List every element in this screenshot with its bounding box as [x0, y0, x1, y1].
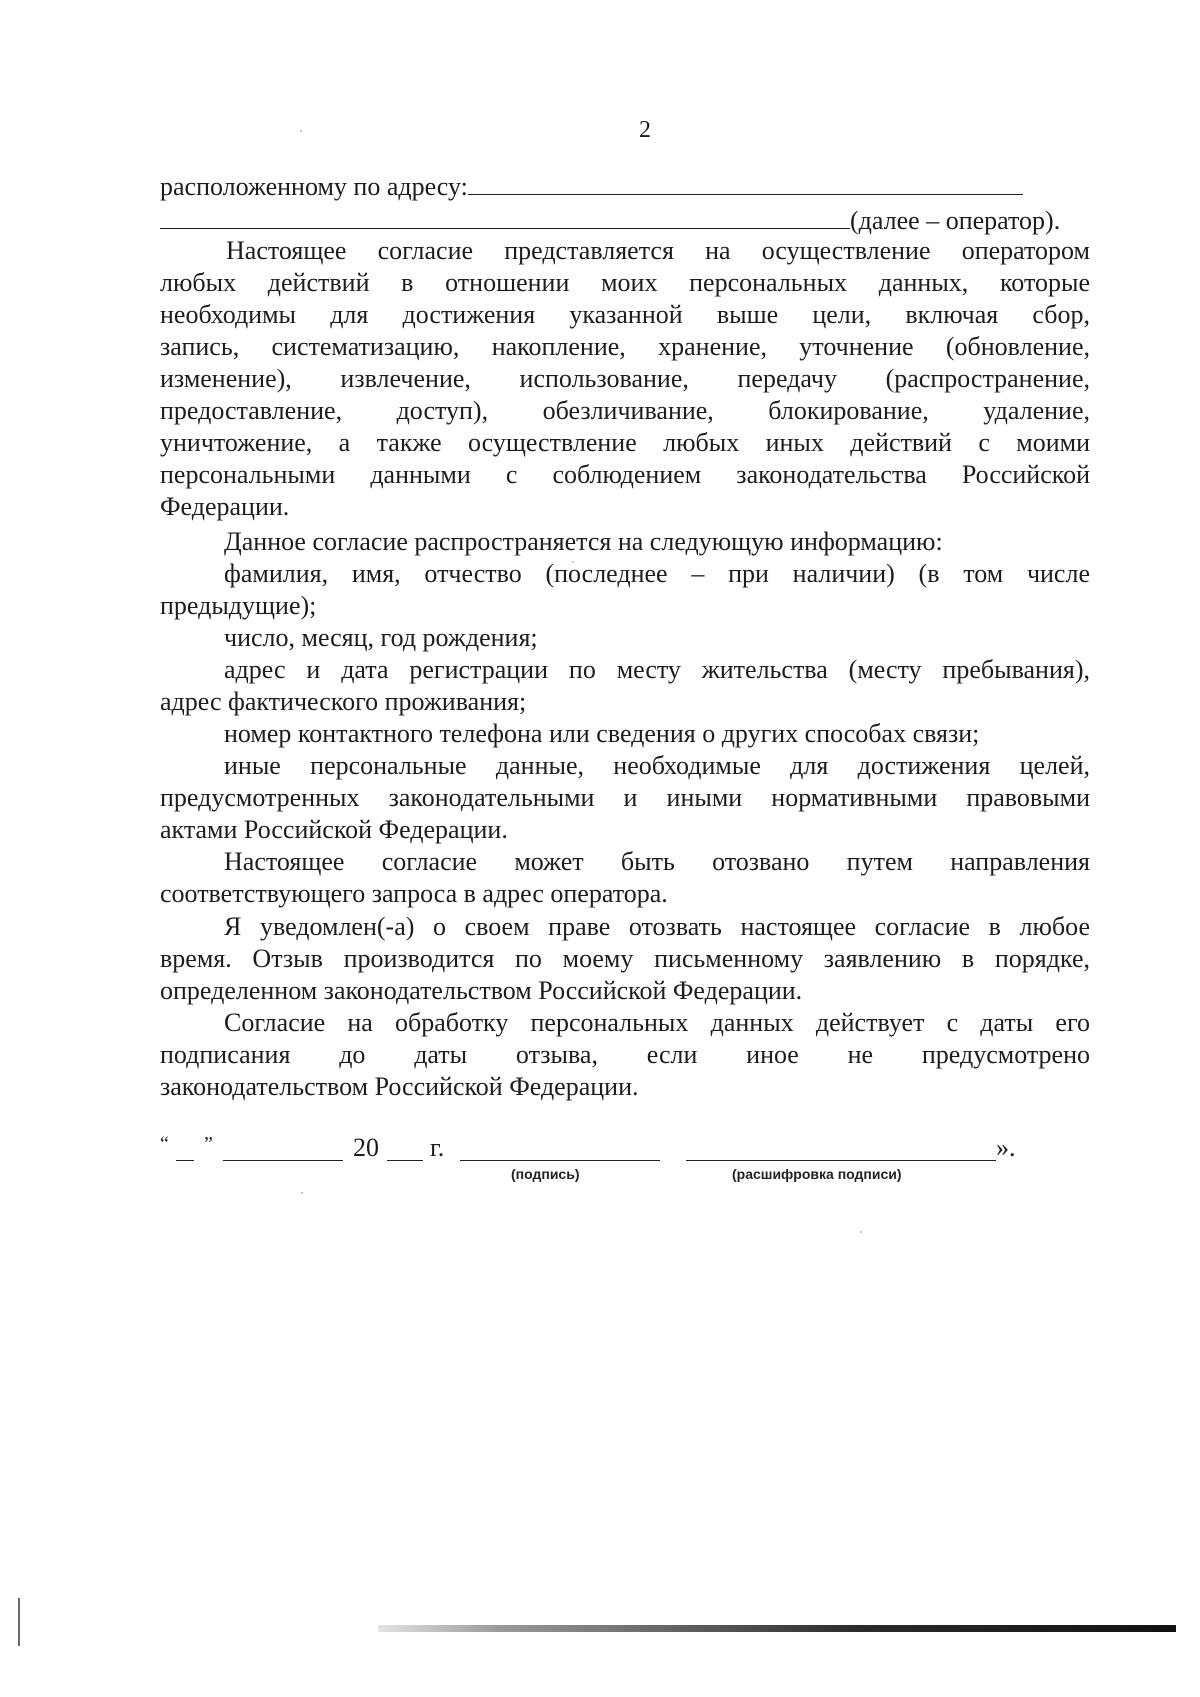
paragraph-line: уничтожение, а также осуществление любых иных действий с моими: [160, 428, 1090, 457]
list-item: адрес и дата регистрации по месту жительства (месту пребывания),: [224, 655, 1090, 684]
month-blank: [223, 1160, 343, 1161]
paragraph-line: Настоящее согласие представляется на осуществление оператором: [226, 236, 1090, 265]
list-item: номер контактного телефона или сведения о других способах связи;: [224, 719, 980, 748]
list-item: иные персональные данные, необходимые для достижения целей,: [224, 751, 1090, 780]
paragraph-line: запись, систематизацию, накопление, хранение, уточнение (обновление,: [160, 332, 1090, 361]
name-blank: [686, 1160, 996, 1161]
address-line-2: [160, 204, 1090, 236]
validity-paragraph: [160, 1007, 1090, 1103]
page-number: 2: [639, 117, 651, 143]
signature-blank: [460, 1160, 660, 1161]
list-item: число, месяц, год рождения;: [224, 623, 538, 652]
address-blank-2: [160, 204, 850, 229]
scan-edge-mark: [18, 1598, 20, 1646]
paragraph-line: время. Отзыв производится по моему письменному заявлению в порядке,: [160, 944, 1090, 973]
paragraph-line: Я уведомлен(-а) о своем праве отозвать настоящее согласие в любое: [224, 912, 1090, 941]
address-intro: расположенному по адресу:: [160, 172, 468, 201]
caption-name: (расшифровка подписи): [732, 1166, 902, 1182]
scan-speck: [860, 1231, 862, 1233]
year-prefix: 20: [353, 1133, 379, 1162]
list-item: фамилия, имя, отчество (последнее – при наличии) (в том числе: [224, 559, 1090, 588]
paragraph-line: определенном законодательством Российской Федерации.: [160, 976, 803, 1005]
signature-row: [160, 1132, 1090, 1168]
end-mark: ».: [996, 1133, 1016, 1162]
paragraph-line: Настоящее согласие может быть отозвано путем направления: [224, 847, 1090, 876]
year-suffix: г.: [430, 1133, 445, 1162]
address-block: [160, 170, 1090, 236]
paragraph-line: любых действий в отношении моих персональных данных, которые: [160, 268, 1090, 297]
info-intro: Данное согласие распространяется на следующую информацию:: [224, 527, 943, 556]
operator-suffix: (далее – оператор).: [850, 206, 1061, 235]
consent-paragraph: [160, 235, 1090, 523]
paragraph-line: предоставление, доступ), обезличивание, блокирование, удаление,: [160, 396, 1090, 425]
address-blank: [468, 170, 1023, 195]
list-item: предыдущие);: [160, 591, 317, 620]
paragraph-line: персональными данными с соблюдением законодательства Российской: [160, 460, 1090, 489]
year-blank: [387, 1160, 423, 1161]
list-item: предусмотренных законодательными и иными нормативными правовыми: [160, 783, 1090, 812]
paragraph-line: Согласие на обработку персональных данных действует с даты его: [224, 1008, 1090, 1037]
close-quote: ”: [204, 1133, 213, 1155]
paragraph-line: законодательством Российской Федерации.: [160, 1072, 639, 1101]
paragraph-line: Федерации.: [160, 492, 290, 521]
address-line-1: [160, 170, 1090, 202]
notice-paragraph: [160, 911, 1090, 1007]
scan-speck: [301, 1192, 303, 1194]
open-quote: “: [160, 1133, 169, 1155]
paragraph-line: необходимы для достижения указанной выше цели, включая сбор,: [160, 300, 1090, 329]
scan-bottom-bar: [378, 1625, 1176, 1632]
paragraph-line: соответствующего запроса в адрес оператора.: [160, 879, 668, 908]
info-list: [160, 526, 1090, 846]
caption-signature: (подпись): [511, 1166, 580, 1182]
list-item: актами Российской Федерации.: [160, 815, 508, 844]
list-item: адрес фактического проживания;: [160, 687, 527, 716]
paragraph-line: подписания до даты отзыва, если иное не предусмотрено: [160, 1040, 1090, 1069]
paragraph-line: изменение), извлечение, использование, передачу (распространение,: [160, 364, 1090, 393]
revocation-paragraph: [160, 846, 1090, 910]
day-blank: [176, 1160, 194, 1161]
